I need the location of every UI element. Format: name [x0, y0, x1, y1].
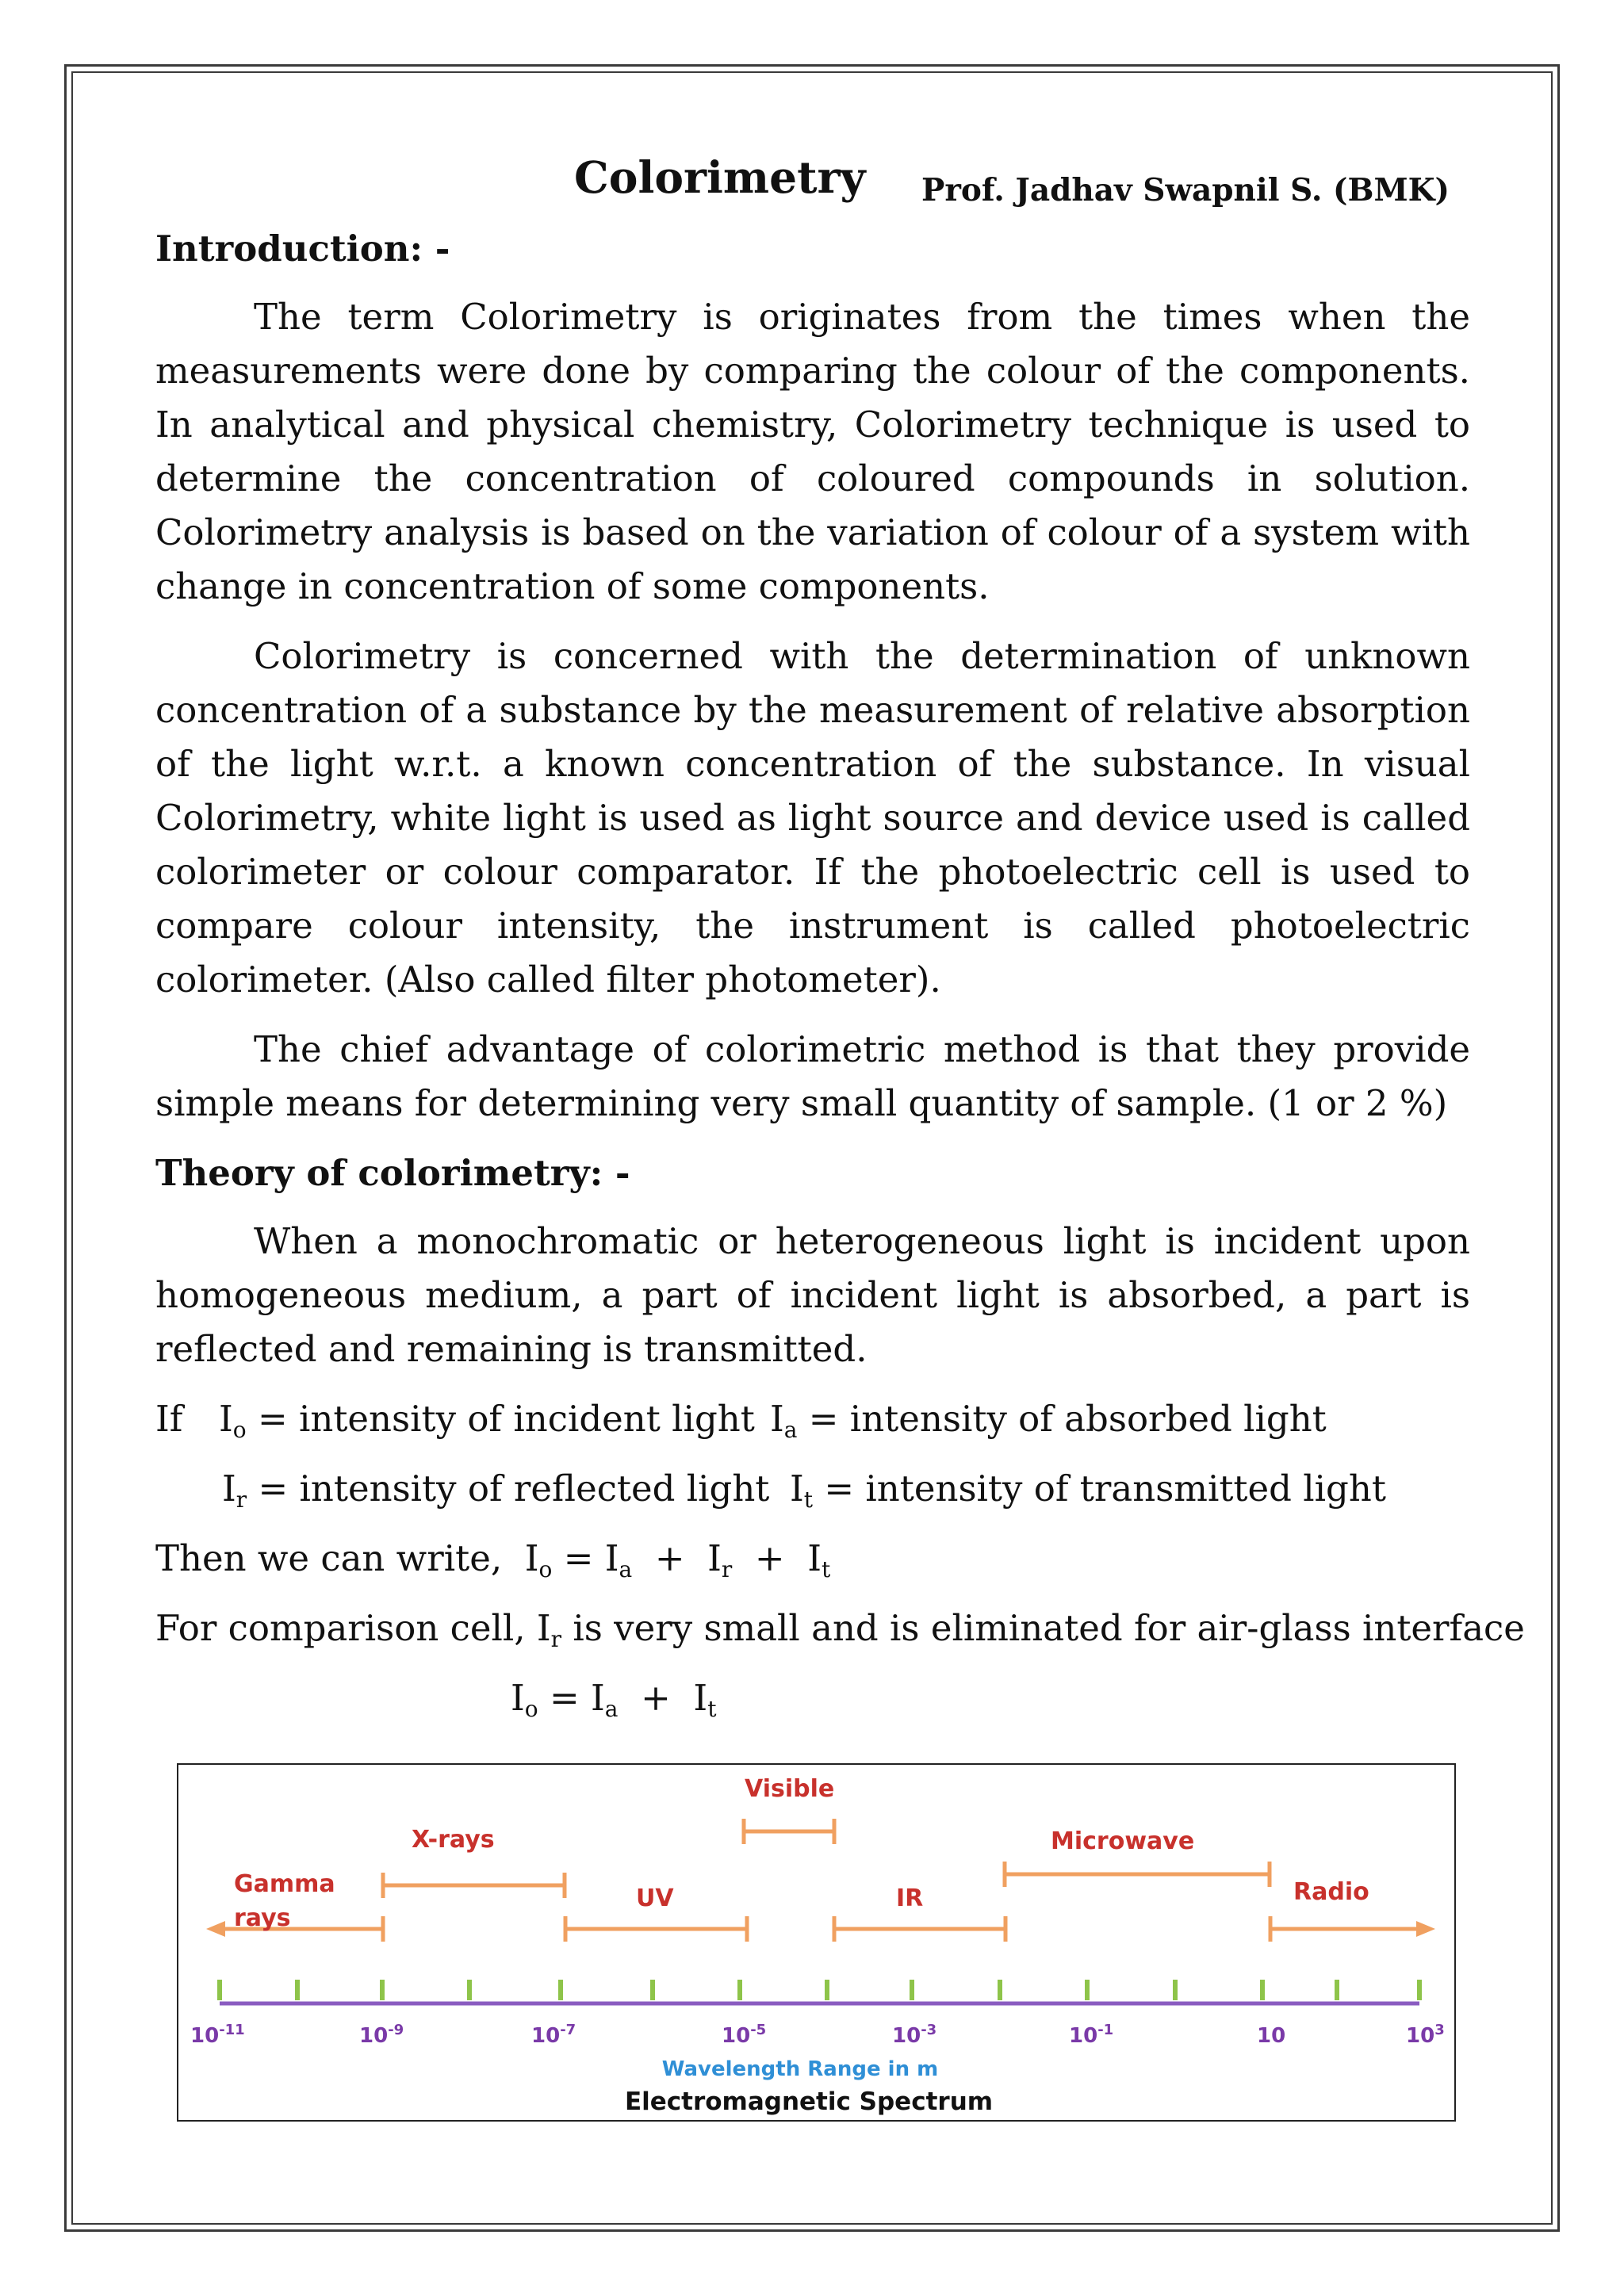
intro-paragraph-2: Colorimetry is concerned with the determination of unknown concentration of a substance by the measurement of relative absorption of the light w.r.t. a known concentration of the substance. In visual Colorimetry, white light is used as light source and device used is called colorimeter or colour comparator. If the photoelectric cell is used to compare colour intensity, the instrument is called photoelectric colorimeter. (Also called filter photometer).	[155, 635, 1470, 1001]
intro-paragraph-1: The term Colorimetry is originates from the times when the measurements were done by comparing the colour of the components. In analytical and physical chemistry, Colorimetry technique is used to determine the concentration of coloured compounds in solution. Colorimetry analysis is based on the variation of colour of a system with change in concentration of some components.	[155, 296, 1470, 607]
axis-label: Wavelength Range in m	[661, 2057, 939, 2081]
tick-label-1: $10^{-9}$	[359, 2022, 404, 2048]
intro-heading: Introduction: -	[155, 228, 450, 270]
title-row	[155, 143, 1470, 222]
band-label-visible: Visible	[745, 1775, 835, 1803]
comparison-line: For comparison cell, $I_r$ is very small and is eliminated for air-glass interface	[155, 1607, 1525, 1652]
figure-caption: Electromagnetic Spectrum	[624, 2087, 994, 2116]
theory-paragraph-1: When a monochromatic or heterogeneous light is incident upon homogeneous medium, a part of incident light is absorbed, a part is reflected and remaining is transmitted.	[155, 1220, 1470, 1370]
band-label-rays: rays	[234, 1904, 291, 1932]
document-title: Colorimetry	[574, 151, 866, 203]
equation-line-2: $I_o = I_a + I_t$	[511, 1677, 717, 1722]
tick-label-7: $10^3$	[1406, 2022, 1445, 2048]
band-label-microwave: Microwave	[1051, 1827, 1195, 1855]
def-reflected: $I_r$ = intensity of reflected light	[222, 1468, 770, 1513]
tick-label-0: $10^{-11}$	[190, 2022, 245, 2048]
band-label-ir: IR	[896, 1885, 924, 1912]
band-label-uv: UV	[636, 1885, 674, 1912]
definition-line-2	[155, 1462, 1470, 1532]
intro-paragraph-3: The chief advantage of colorimetric method is that they provide simple means for determining very small quantity of sample. (1 or 2 %)	[155, 1028, 1470, 1124]
band-label-x-rays: X-rays	[412, 1826, 495, 1854]
radio-band-right-arrow	[1416, 1921, 1435, 1937]
definition-line-1	[155, 1392, 1470, 1462]
tick-label-3: $10^{-5}$	[722, 2022, 767, 2048]
tick-label-5: $10^{-1}$	[1069, 2022, 1114, 2048]
band-label-gamma: Gamma	[234, 1870, 335, 1898]
theory-heading: Theory of colorimetry: -	[155, 1152, 630, 1194]
if-word: If	[155, 1398, 183, 1440]
author-name: Prof. Jadhav Swapnil S. (BMK)	[921, 172, 1450, 209]
spectrum-figure	[177, 1763, 1456, 2122]
def-absorbed: $I_a$ = intensity of absorbed light	[770, 1398, 1327, 1443]
def-incident: $I_o$ = intensity of incident light	[219, 1398, 755, 1443]
def-transmitted: $I_t$ = intensity of transmitted light	[790, 1468, 1386, 1513]
tick-label-6: 10	[1257, 2024, 1286, 2048]
band-label-radio: Radio	[1293, 1878, 1369, 1906]
tick-label-2: $10^{-7}$	[531, 2022, 576, 2048]
spectrum-diagram	[178, 1765, 1457, 2123]
document-body	[155, 143, 1525, 1741]
equation-line-1: Then we can write, $I_o = I_a + I_r + I_t$	[155, 1537, 831, 1582]
gamma-band-left-arrow	[206, 1921, 225, 1937]
tick-label-4: $10^{-3}$	[892, 2022, 937, 2048]
